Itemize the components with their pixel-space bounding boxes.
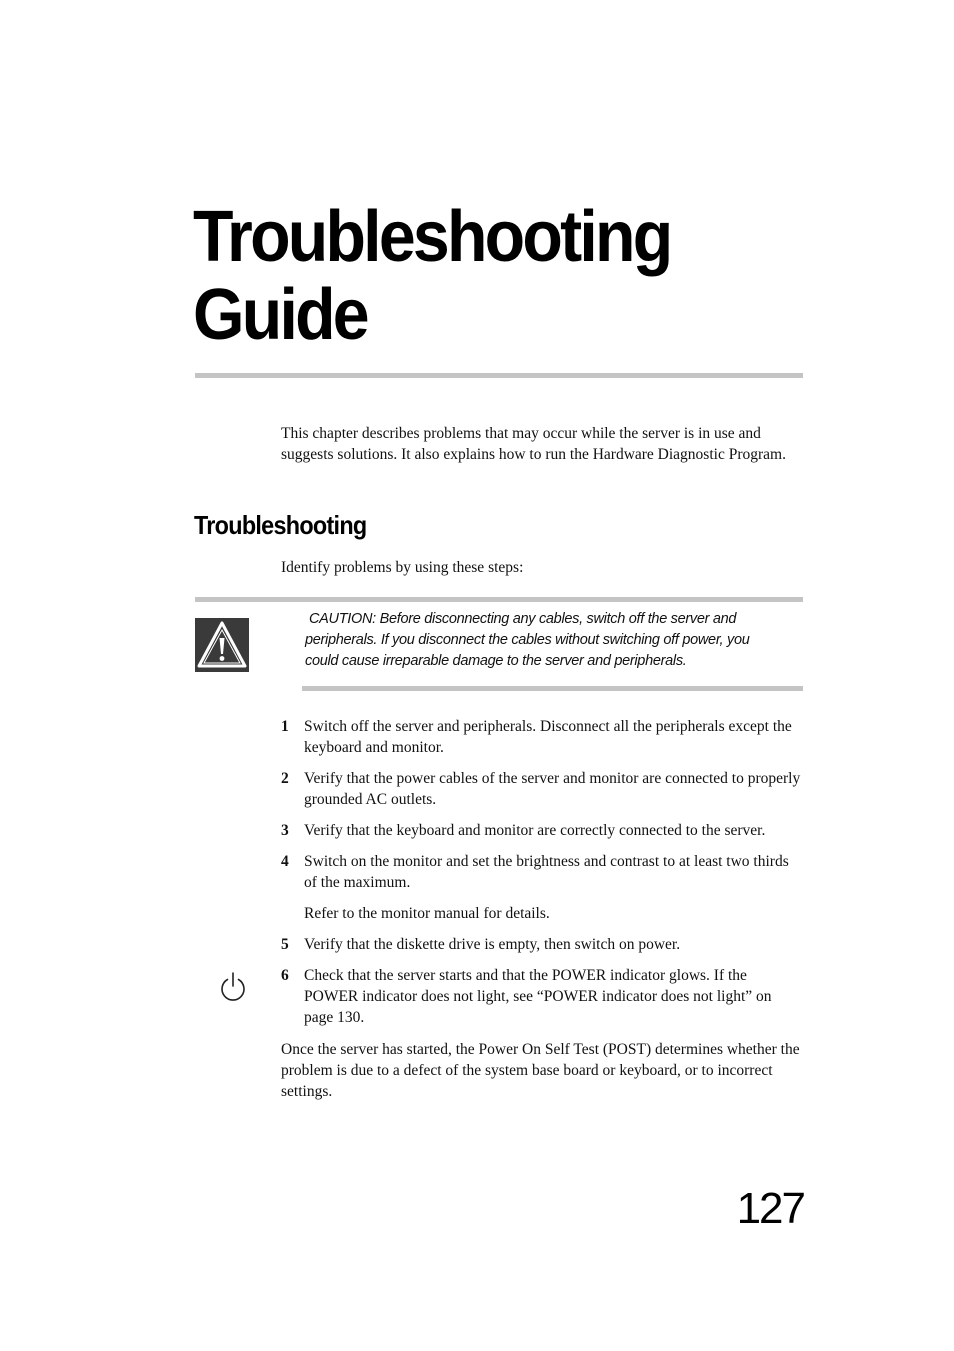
outro-text: Once the server has started, the Power On Self Test (POST) determines whether the problem is due to a defect of the system base board or keyboard, or to incorrect settings.	[281, 1041, 800, 1100]
step-number: 3	[281, 822, 289, 839]
step-text: Verify that the diskette drive is empty, then switch on power.	[304, 936, 681, 953]
power-icon	[218, 971, 248, 1003]
step-text: Switch on the monitor and set the brightness and contrast to at least two thirds of the maximum.	[304, 853, 789, 891]
caution-bottom-divider	[302, 686, 803, 691]
chapter-title-line-1: Troubleshooting	[193, 197, 671, 277]
list-item	[281, 934, 803, 955]
list-item	[281, 965, 803, 1028]
steps-list	[281, 716, 803, 1038]
step-number: 1	[281, 718, 289, 735]
step-number: 6	[281, 967, 289, 984]
list-item	[281, 768, 803, 810]
chapter-title-line-2: Guide	[193, 275, 367, 355]
step-number: 4	[281, 853, 289, 870]
list-item	[281, 820, 803, 841]
step-number: 5	[281, 936, 289, 953]
step-text: Switch off the server and peripherals. Disconnect all the peripherals except the keyboard and monitor.	[304, 718, 792, 756]
caution-text	[305, 609, 775, 672]
section-heading: Troubleshooting	[194, 510, 367, 540]
page-number: 127	[736, 1184, 804, 1233]
warning-triangle-icon	[195, 618, 249, 672]
step-text: Check that the server starts and that the POWER indicator glows. If the POWER indicator does not light, see “POWER indicator does not light” on page 130.	[304, 967, 772, 1026]
step-note: Refer to the monitor manual for details.	[304, 905, 550, 922]
step-text: Verify that the keyboard and monitor are correctly connected to the server.	[304, 822, 766, 839]
step-number: 2	[281, 770, 289, 787]
steps-intro: Identify problems by using these steps:	[281, 559, 524, 576]
chapter-title	[193, 198, 763, 354]
chapter-intro: This chapter describes problems that may occur while the server is in use and suggests solutions. It also explains how to run the Hardware Diagnostic Program.	[281, 425, 786, 463]
caution-top-divider	[195, 597, 803, 602]
step-text: Verify that the power cables of the server and monitor are connected to properly grounded AC outlets.	[304, 770, 801, 808]
title-divider	[195, 373, 803, 378]
list-item	[281, 851, 803, 893]
list-item	[281, 716, 803, 758]
caution-text-content: CAUTION: Before disconnecting any cables, switch off the server and peripherals. If you disconnect the cables without switching off power, you could cause irreparable damage to the server and peripherals.	[305, 611, 750, 669]
